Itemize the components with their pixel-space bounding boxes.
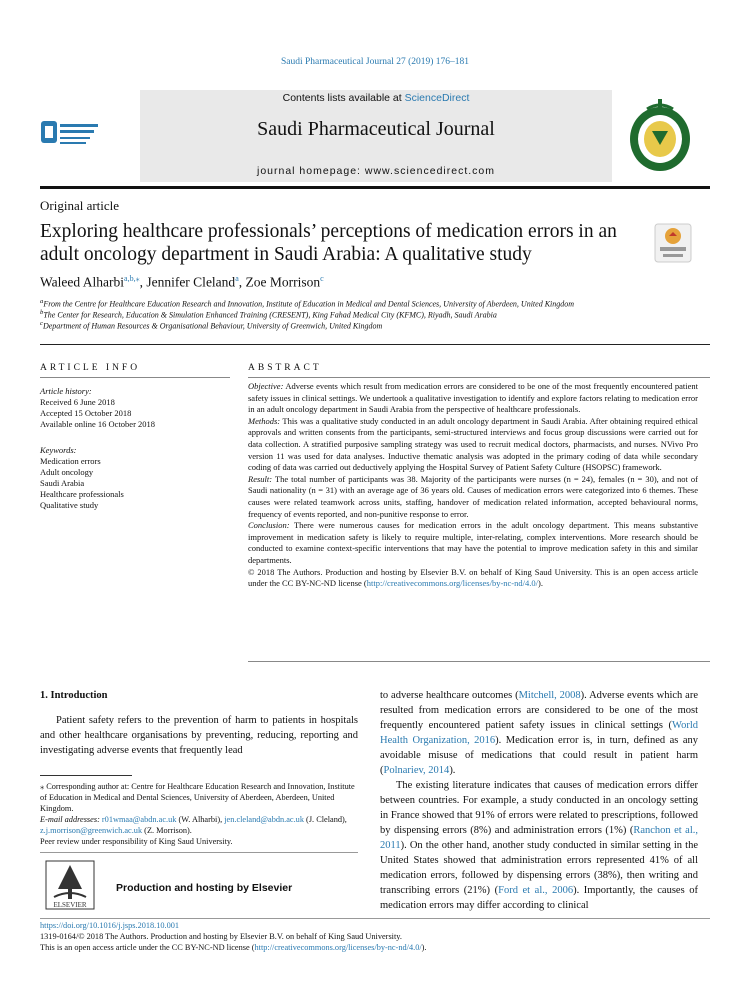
text-run: The existing literature indicates that causes of medication errors differ between countries. For example, a study conducted in an oncology setting in France showed that 91% of errors were related to prescriptions, followed by dispensing errors (8%) and administration errors (1%) ( bbox=[380, 780, 698, 836]
affiliation bbox=[40, 320, 382, 331]
email-addresses bbox=[40, 814, 358, 836]
right-column bbox=[380, 688, 698, 913]
email-link[interactable]: r01wmaa@abdn.ac.uk bbox=[101, 815, 177, 824]
conclusion-label: Conclusion: bbox=[248, 520, 290, 531]
affiliation bbox=[40, 298, 574, 309]
open-access-prefix: This is an open access article under the CC BY-NC-ND license ( bbox=[40, 943, 255, 952]
license-link[interactable]: http://creativecommons.org/licenses/by-nc-nd/4.0/ bbox=[254, 943, 422, 952]
abstract-methods bbox=[248, 416, 698, 474]
email-owner: (Z. Morrison). bbox=[142, 826, 192, 835]
text-run: ). Adverse events which are resulted from medication errors are considered to be one of the most frequently encountered patient safety issues in clinical settings ( bbox=[380, 690, 698, 731]
text-run: ). Medication error is, in turn, defined as any avoidable misuse of medications that could result in patient harm ( bbox=[380, 735, 698, 776]
elsevier-wordmark: ELSEVIER bbox=[53, 901, 87, 909]
author-name: Waleed Alharbi bbox=[40, 274, 125, 290]
abstract-objective bbox=[248, 381, 698, 416]
homepage-url[interactable]: www.sciencedirect.com bbox=[364, 165, 496, 177]
text-run: to adverse healthcare outcomes ( bbox=[380, 690, 519, 701]
university-logo-icon bbox=[40, 118, 100, 148]
methods-text: This was a qualitative study conducted in an adult oncology department in Saudi Arabia. After obtaining required ethical approvals and written consents from the participants, semi-structured interviews and focus group discussions were carried out for data collection. A stratified purposive sampling strategy was used to recruit medical doctors, pharmacists, and nurses. NVivo Pro version 11 was used for data analyses. Inductive thematic analysis was adopted in the primary coding of data while secondary coding of data was carried out deductively applying the Hospital Survey of Patient Safety Culture (HSOPSC) framework. bbox=[248, 415, 698, 473]
header-divider bbox=[40, 186, 710, 189]
abstract-bottom-rule bbox=[248, 661, 710, 662]
email-label: E-mail addresses: bbox=[40, 815, 100, 824]
objective-label: Objective: bbox=[248, 381, 284, 391]
abstract-conclusion bbox=[248, 520, 698, 566]
author-affiliation-marker[interactable]: a,b,⁎ bbox=[124, 274, 140, 283]
conclusion-text: There were numerous causes for medication errors in the adult oncology department. This means substantive improvement in medication safety is likely to require multiple, inter-relating, complex interventions. More research should be conducted to examine context-specific interventions that may have the potential to improve medication safety in this and similar departments. bbox=[248, 520, 698, 565]
section-heading: 1. Introduction bbox=[40, 690, 108, 701]
article-info-rule bbox=[40, 377, 230, 378]
text-run: ). bbox=[449, 765, 456, 776]
affiliation-text: From the Centre for Healthcare Education Research and Innovation, Institute of Education in Medical and Dental Sciences, University of Aberdeen, United Kingdom bbox=[43, 299, 575, 309]
footnote-rule bbox=[40, 775, 132, 776]
article-title: Exploring healthcare professionals’ perceptions of medication errors in an adult oncology department in Saudi Arabia: A qualitative study bbox=[40, 221, 617, 265]
result-text: The total number of participants was 38. Majority of the participants were nurses (n = 24), females (n = 30), and not of Saudi nationality (n = 31) with an average age of 36 years old. Causes of medication errors were categorized into 6 themes. These causes were related teamwork across units, staffing, handover of medication related information, accepted behavioural norms, frequency of events reported, and non-punitive response to error. bbox=[248, 473, 698, 519]
citation-link[interactable]: Ranchon et al., 2011 bbox=[380, 825, 699, 851]
citation-link[interactable]: Mitchell, 2008 bbox=[518, 690, 581, 701]
text-run: ). On the other hand, another study conducted in similar setting in the United States showed that administration errors represented 41% of all medication errors, followed by dispensing errors (38%), then writing and transcribing errors (21%) ( bbox=[380, 840, 698, 896]
check-for-updates-button[interactable] bbox=[652, 223, 694, 263]
author-name: Jennifer Cleland bbox=[146, 274, 236, 290]
author-name: Zoe Morrison bbox=[245, 274, 321, 290]
result-label: Result: bbox=[248, 473, 273, 484]
history-label: Article history: bbox=[40, 386, 92, 396]
abstract-result bbox=[248, 474, 698, 520]
intro-paragraph bbox=[380, 778, 698, 913]
journal-reference[interactable]: Saudi Pharmaceutical Journal 27 (2019) 176–181 bbox=[280, 57, 470, 67]
affiliation-text: The Center for Research, Education & Simulation Enhanced Training (CRESENT), King Fahad Medical City (KFMC), Riyadh, Saudi Arabia bbox=[43, 310, 497, 320]
keyword: Qualitative study bbox=[40, 500, 99, 510]
section-divider bbox=[40, 344, 710, 345]
contents-line bbox=[140, 92, 612, 104]
email-link[interactable]: jen.cleland@abdn.ac.uk bbox=[224, 815, 304, 824]
copyright-text: © 2018 The Authors. Production and hosting by Elsevier B.V. on behalf of King Saud University. This is an open access article under the CC BY-NC-ND license ( bbox=[248, 566, 698, 589]
abstract-heading: ABSTRACT bbox=[248, 363, 322, 373]
online-date: Available online 16 October 2018 bbox=[40, 419, 156, 429]
objective-text: Adverse events which result from medication errors are considered to be one of the most frequently encountered patient safety issues in clinical settings. We undertook a qualitative investigation to identify and explore factors relating to medication error in an adult oncology department in Saudi Arabia from the perspective of healthcare professionals. bbox=[248, 381, 698, 415]
corresponding-author-note: ⁎ Corresponding author at: Centre for Healthcare Education Research and Innovation, Institute of Education in Medical and Dental Sciences, University of Aberdeen, Aberdeen, United Kingdom. bbox=[40, 782, 355, 813]
issn-line: 1319-0164/© 2018 The Authors. Production and hosting by Elsevier B.V. on behalf of King Saud University. bbox=[40, 932, 402, 941]
received-date: Received 6 June 2018 bbox=[40, 397, 115, 407]
doi-link[interactable]: https://doi.org/10.1016/j.jsps.2018.10.001 bbox=[40, 921, 180, 930]
keywords-label: Keywords: bbox=[40, 445, 77, 455]
elsevier-production-text: Production and hosting by Elsevier bbox=[116, 882, 293, 894]
email-link[interactable]: z.j.morrison@greenwich.ac.uk bbox=[40, 826, 143, 835]
accepted-date: Accepted 15 October 2018 bbox=[40, 408, 132, 418]
society-seal-icon bbox=[625, 95, 695, 175]
abstract-body bbox=[248, 381, 698, 590]
email-owner: (J. Cleland), bbox=[303, 815, 347, 824]
affiliation-text: Department of Human Resources & Organisational Behaviour, University of Greenwich, United Kingdom bbox=[42, 321, 383, 331]
email-owner: (W. Alharbi), bbox=[176, 815, 225, 824]
keyword: Medication errors bbox=[40, 456, 101, 466]
sciencedirect-link[interactable]: ScienceDirect bbox=[404, 92, 470, 104]
abstract-copyright bbox=[248, 567, 698, 590]
left-column bbox=[40, 688, 358, 758]
homepage-line bbox=[140, 165, 612, 177]
license-link[interactable]: http://creativecommons.org/licenses/by-nc-nd/4.0/ bbox=[366, 578, 538, 589]
homepage-prefix: journal homepage: bbox=[256, 165, 365, 177]
affiliation-key: c bbox=[40, 320, 43, 327]
elsevier-logo-icon bbox=[44, 859, 96, 911]
affiliation-key: a bbox=[40, 298, 44, 305]
copyright-end: ). bbox=[537, 578, 543, 589]
author-affiliation-marker[interactable]: a bbox=[235, 274, 239, 283]
contents-prefix: Contents lists available at bbox=[282, 92, 405, 104]
journal-title: Saudi Pharmaceutical Journal bbox=[257, 118, 495, 140]
article-info-heading: ARTICLE INFO bbox=[40, 363, 141, 373]
keyword: Healthcare professionals bbox=[40, 489, 124, 499]
footer-rule bbox=[40, 918, 710, 919]
text-run: ). Importantly, the causes of medication errors may differ according to clinical bbox=[380, 885, 698, 911]
check-updates-icon bbox=[652, 223, 694, 263]
methods-label: Methods: bbox=[248, 415, 281, 426]
citation-link[interactable]: Polnariev, 2014 bbox=[383, 765, 450, 776]
citation-link[interactable]: Ford et al., 2006 bbox=[498, 885, 574, 896]
keyword: Adult oncology bbox=[40, 467, 94, 477]
open-access-line bbox=[40, 943, 427, 952]
citation-link[interactable]: World Health Organization, 2016 bbox=[380, 720, 698, 746]
abstract-rule bbox=[248, 377, 710, 378]
affiliation-key: b bbox=[40, 309, 44, 316]
author-list: Waleed Alharbi$^{a,b,⁎}$, Jennifer Cleland$^a$, Zoe Morrison$^c$ bbox=[40, 274, 324, 290]
peer-review-note: Peer review under responsibility of King Saud University. bbox=[40, 837, 233, 846]
keyword: Saudi Arabia bbox=[40, 478, 85, 488]
footnotes bbox=[40, 781, 358, 847]
affiliation bbox=[40, 309, 497, 320]
author-affiliation-marker[interactable]: c bbox=[320, 274, 324, 283]
intro-paragraph: Patient safety refers to the prevention of harm to patients in hospitals and other healthcare organisations by preventing, reducing, reporting and investigating adverse events that frequently lead bbox=[40, 715, 358, 756]
open-access-suffix: ). bbox=[421, 943, 427, 952]
intro-paragraph-continued bbox=[380, 688, 698, 778]
article-type: Original article bbox=[40, 198, 120, 213]
